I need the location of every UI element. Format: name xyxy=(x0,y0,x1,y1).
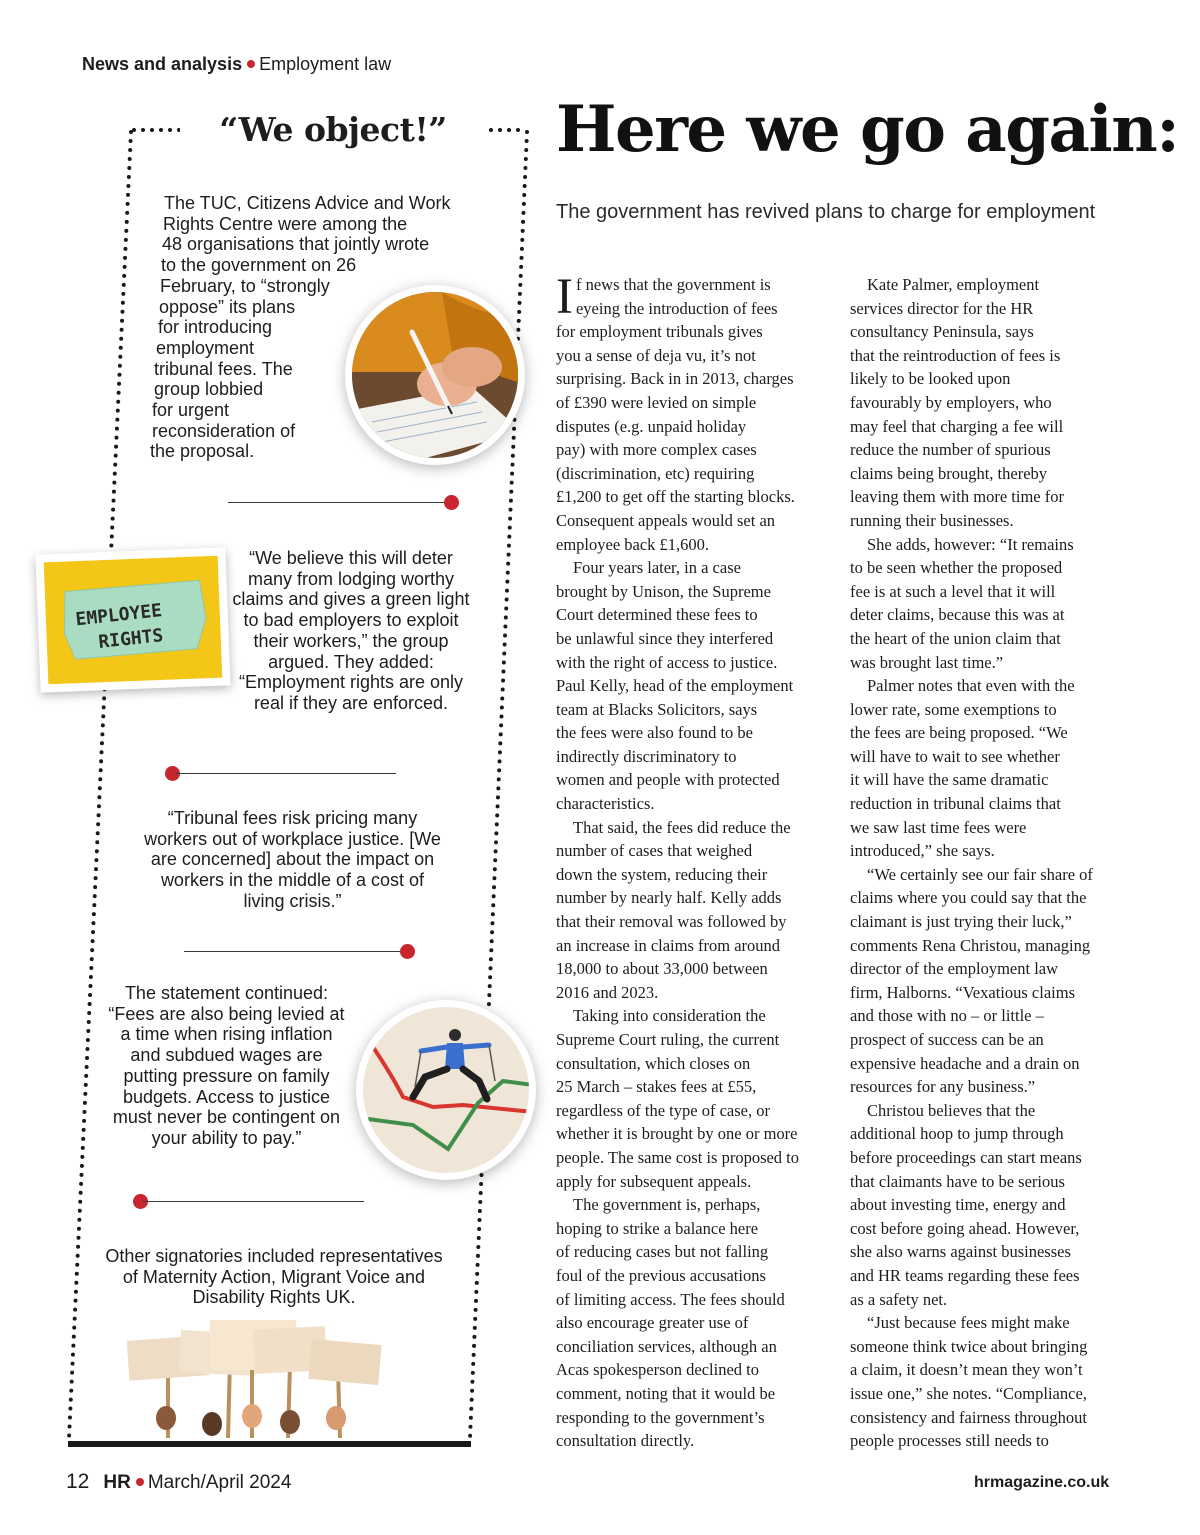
article-column-2 xyxy=(850,273,1140,1453)
article-line: that claimants have to be serious xyxy=(850,1171,1065,1191)
magazine-name: HR xyxy=(103,1472,131,1493)
article-line: that the reintroduction of fees is xyxy=(850,345,1061,365)
article-line: disputes (e.g. unpaid holiday xyxy=(556,416,747,436)
intro-line: The TUC, Citizens Advice and Work xyxy=(164,193,451,213)
intro-line: group lobbied xyxy=(154,379,264,400)
article-line: Acas spokesperson declined to xyxy=(556,1360,759,1380)
article-line: the fees were also found to be xyxy=(556,723,754,743)
article-line: foul of the previous accusations xyxy=(556,1265,766,1285)
article-column-1 xyxy=(556,269,831,1453)
article-line: claims being brought, thereby xyxy=(850,463,1048,483)
separator-line xyxy=(228,502,448,503)
article-line: firm, Halborns. “Vexatious claims xyxy=(850,982,1075,1002)
article-line: reduce the number of spurious xyxy=(850,440,1051,460)
article-line: f news that the government is xyxy=(575,275,771,294)
article-line: 18,000 to about 33,000 between xyxy=(556,959,768,979)
article-line: prospect of success can be an xyxy=(850,1030,1044,1049)
article-line: regardless of the type of case, or xyxy=(556,1100,770,1120)
article-line: an increase in claims from around xyxy=(556,935,781,955)
article-line: consistency and fairness throughout xyxy=(850,1407,1087,1427)
article-line: consultancy Peninsula, says xyxy=(850,322,1034,342)
article-line: a claim, it doesn’t mean they won’t xyxy=(850,1360,1083,1380)
article-line: additional hoop to jump through xyxy=(850,1124,1064,1144)
article-line: director of the employment law xyxy=(850,959,1059,979)
separator-dot xyxy=(400,944,415,959)
article-line: it will have the same dramatic xyxy=(850,770,1049,790)
article-line: issue one,” she notes. “Compliance, xyxy=(850,1383,1087,1403)
intro-line: Rights Centre were among the xyxy=(163,213,408,234)
article-line: Christou believes that the xyxy=(867,1100,1036,1120)
sidebar-bottom-rule xyxy=(68,1441,471,1447)
article-line: 25 March – stakes fees at £55, xyxy=(556,1077,757,1097)
separator-line xyxy=(143,1201,364,1202)
article-line: as a safety net. xyxy=(850,1289,948,1309)
sidebar-quote-2: “Tribunal fees risk pricing many workers out of workplace justice. [We are concerned] about the impact on workers in the middle of a cost of living crisis.” xyxy=(144,808,441,911)
article-line: deter claims, because this was at xyxy=(850,605,1065,625)
article-line: favourably by employers, who xyxy=(850,392,1052,412)
article-line: team at Blacks Solicitors, says xyxy=(556,699,758,719)
article-line: likely to be looked upon xyxy=(850,369,1011,389)
separator-line xyxy=(175,773,396,774)
note-word: EMPLOYEE xyxy=(74,600,164,631)
article-line: claimant is just trying their luck,” xyxy=(850,912,1072,932)
article-line: the heart of the union claim that xyxy=(850,628,1061,648)
intro-line: tribunal fees. The xyxy=(154,358,293,379)
note-word: RIGHTS xyxy=(97,625,165,653)
article-line: Paul Kelly, head of the employment xyxy=(556,676,794,696)
article-line: conciliation services, although an xyxy=(556,1336,777,1356)
website-url: hrmagazine.co.uk xyxy=(974,1474,1110,1491)
article-line: fee is at such a level that it will xyxy=(850,581,1056,601)
intro-line: February, to “strongly xyxy=(160,275,330,296)
article-line: comment, noting that it would be xyxy=(556,1383,776,1403)
article-line: hoping to strike a balance here xyxy=(556,1218,759,1238)
chart-lines-illustration xyxy=(363,1007,529,1173)
writing-hand-illustration xyxy=(352,292,518,458)
article-line: “Just because fees might make xyxy=(867,1313,1070,1333)
article-line: will have to wait to see whether xyxy=(850,746,1060,766)
article-line: Taking into consideration the xyxy=(573,1006,766,1026)
article-line: Consequent appeals would set an xyxy=(556,510,776,530)
article-line: down the system, reducing their xyxy=(556,864,768,884)
article-line: and HR teams regarding these fees xyxy=(850,1265,1080,1285)
article-line: “We certainly see our fair share of xyxy=(867,864,1093,884)
employee-rights-note xyxy=(44,556,223,685)
article-line: consultation, which closes on xyxy=(556,1053,751,1073)
article-line: characteristics. xyxy=(556,794,655,814)
article-line: lower rate, some exemptions to xyxy=(850,699,1057,719)
drop-cap: I xyxy=(556,269,573,325)
protest-signs-illustration xyxy=(120,1320,390,1442)
intro-line: employment xyxy=(156,337,255,358)
article-line: The government is, perhaps, xyxy=(573,1195,761,1215)
article-line: running their businesses. xyxy=(850,510,1014,530)
intro-line: the proposal. xyxy=(150,441,255,462)
article-line: indirectly discriminatory to xyxy=(556,746,737,766)
sidebar-title: “We object!” xyxy=(180,110,486,149)
article-line: and those with no – or little – xyxy=(850,1006,1044,1026)
separator-dot xyxy=(444,495,459,510)
article-line: reduction in tribunal claims that xyxy=(850,794,1061,814)
article-line: Four years later, in a case xyxy=(573,558,741,578)
article-line: that their removal was followed by xyxy=(556,912,787,932)
employee-rights-photo xyxy=(35,547,230,692)
article-line: comments Rena Christou, managing xyxy=(850,935,1091,955)
article-line: surprising. Back in in 2013, charges xyxy=(556,369,794,389)
article-line: (discrimination, etc) requiring xyxy=(556,463,755,483)
article-line: number of cases that weighed xyxy=(556,841,753,861)
article-line: Kate Palmer, employment xyxy=(867,275,1040,294)
article-line: number by nearly half. Kelly adds xyxy=(556,888,782,908)
article-line: before proceedings can start means xyxy=(850,1147,1082,1167)
article-line: of reducing cases but not falling xyxy=(556,1242,769,1262)
intro-line: for urgent xyxy=(152,400,230,421)
page-number: 12 xyxy=(66,1470,90,1493)
article-line: Court determined these fees to xyxy=(556,605,758,625)
article-line: was brought last time.” xyxy=(850,652,1004,672)
issue-date: March/April 2024 xyxy=(147,1472,292,1493)
article-line: someone think twice about bringing xyxy=(850,1336,1088,1356)
article-line: resources for any business.” xyxy=(850,1077,1036,1097)
sidebar-quote-3: The statement continued: “Fees are also being levied at a time when rising inflation and subdued wages are putting pressure on family budgets. Access to justice must never be contingent on your ability to pay.” xyxy=(108,983,345,1148)
separator-line xyxy=(184,951,406,952)
article-line: employee back £1,600. xyxy=(556,534,710,554)
article-line: also encourage greater use of xyxy=(556,1313,749,1333)
article-line: pay) with more complex cases xyxy=(556,440,757,460)
article-line: whether it is brought by one or more xyxy=(556,1124,798,1144)
article-line: with the right of access to justice. xyxy=(556,652,778,672)
article-line: people processes still needs to xyxy=(850,1431,1049,1451)
article-line: claims where you could say that the xyxy=(850,888,1087,908)
article-line: Palmer notes that even with the xyxy=(867,676,1075,696)
article-line: for employment tribunals gives xyxy=(556,322,763,342)
article-line: to be seen whether the proposed xyxy=(850,558,1063,578)
article-line: consultation directly. xyxy=(556,1431,695,1451)
intro-line: for introducing xyxy=(158,317,273,338)
article-line: women and people with protected xyxy=(556,770,780,790)
article-line: That said, the fees did reduce the xyxy=(573,817,791,837)
section-label: News and analysis xyxy=(82,54,243,74)
article-line: She adds, however: “It remains xyxy=(867,534,1074,554)
article-line: expensive headache and a drain on xyxy=(850,1053,1080,1073)
article-line: may feel that charging a fee will xyxy=(850,416,1064,436)
article-line: £1,200 to get off the starting blocks. xyxy=(556,487,795,507)
article-line: the fees are being proposed. “We xyxy=(850,723,1068,743)
article-line: of limiting access. The fees should xyxy=(556,1289,785,1309)
article-line: responding to the government’s xyxy=(556,1407,765,1427)
intro-line: oppose” its plans xyxy=(159,296,296,317)
article-line: 2016 and 2023. xyxy=(556,982,659,1002)
article-line: people. The same cost is proposed to xyxy=(556,1147,800,1167)
article-line: apply for subsequent appeals. xyxy=(556,1171,752,1191)
subsection-label: Employment law xyxy=(259,54,392,74)
sidebar-closing: Other signatories included representatives of Maternity Action, Migrant Voice and Disability Rights UK. xyxy=(105,1246,443,1308)
article-headline: Here we go again: xyxy=(556,92,1179,167)
article-line: of £390 were levied on simple xyxy=(556,392,757,412)
article-line: you a sense of deja vu, it’s not xyxy=(556,345,756,365)
article-line: leaving them with more time for xyxy=(850,487,1064,507)
article-line: be unlawful since they interfered xyxy=(556,628,774,648)
footer-left xyxy=(66,1470,291,1494)
bullet-dot-icon xyxy=(136,1478,144,1486)
article-line: she also warns against businesses xyxy=(850,1242,1071,1262)
writing-hand-photo xyxy=(345,285,525,465)
article-standfirst: The government has revived plans to charge for employment xyxy=(556,201,1096,223)
article-line: services director for the HR xyxy=(850,298,1034,318)
intro-line: 48 organisations that jointly wrote xyxy=(162,234,430,255)
article-line: eyeing the introduction of fees xyxy=(575,298,778,318)
article-line: introduced,” she says. xyxy=(850,841,995,861)
intro-line: reconsideration of xyxy=(152,420,296,441)
sidebar-quote-1: “We believe this will deter many from lodging worthy claims and gives a green light to bad employers to exploit their workers,” the group argued. They added: “Employment rights are only real if they are enforced. xyxy=(232,548,470,713)
article-line: Supreme Court ruling, the current xyxy=(556,1030,780,1049)
balancing-man-illustration xyxy=(356,1000,536,1180)
article-line: brought by Unison, the Supreme xyxy=(556,581,771,601)
article-line: about investing time, energy and xyxy=(850,1195,1066,1215)
article-line: cost before going ahead. However, xyxy=(850,1218,1080,1238)
article-line: we saw last time fees were xyxy=(850,817,1027,837)
intro-line: to the government on 26 xyxy=(161,255,357,276)
